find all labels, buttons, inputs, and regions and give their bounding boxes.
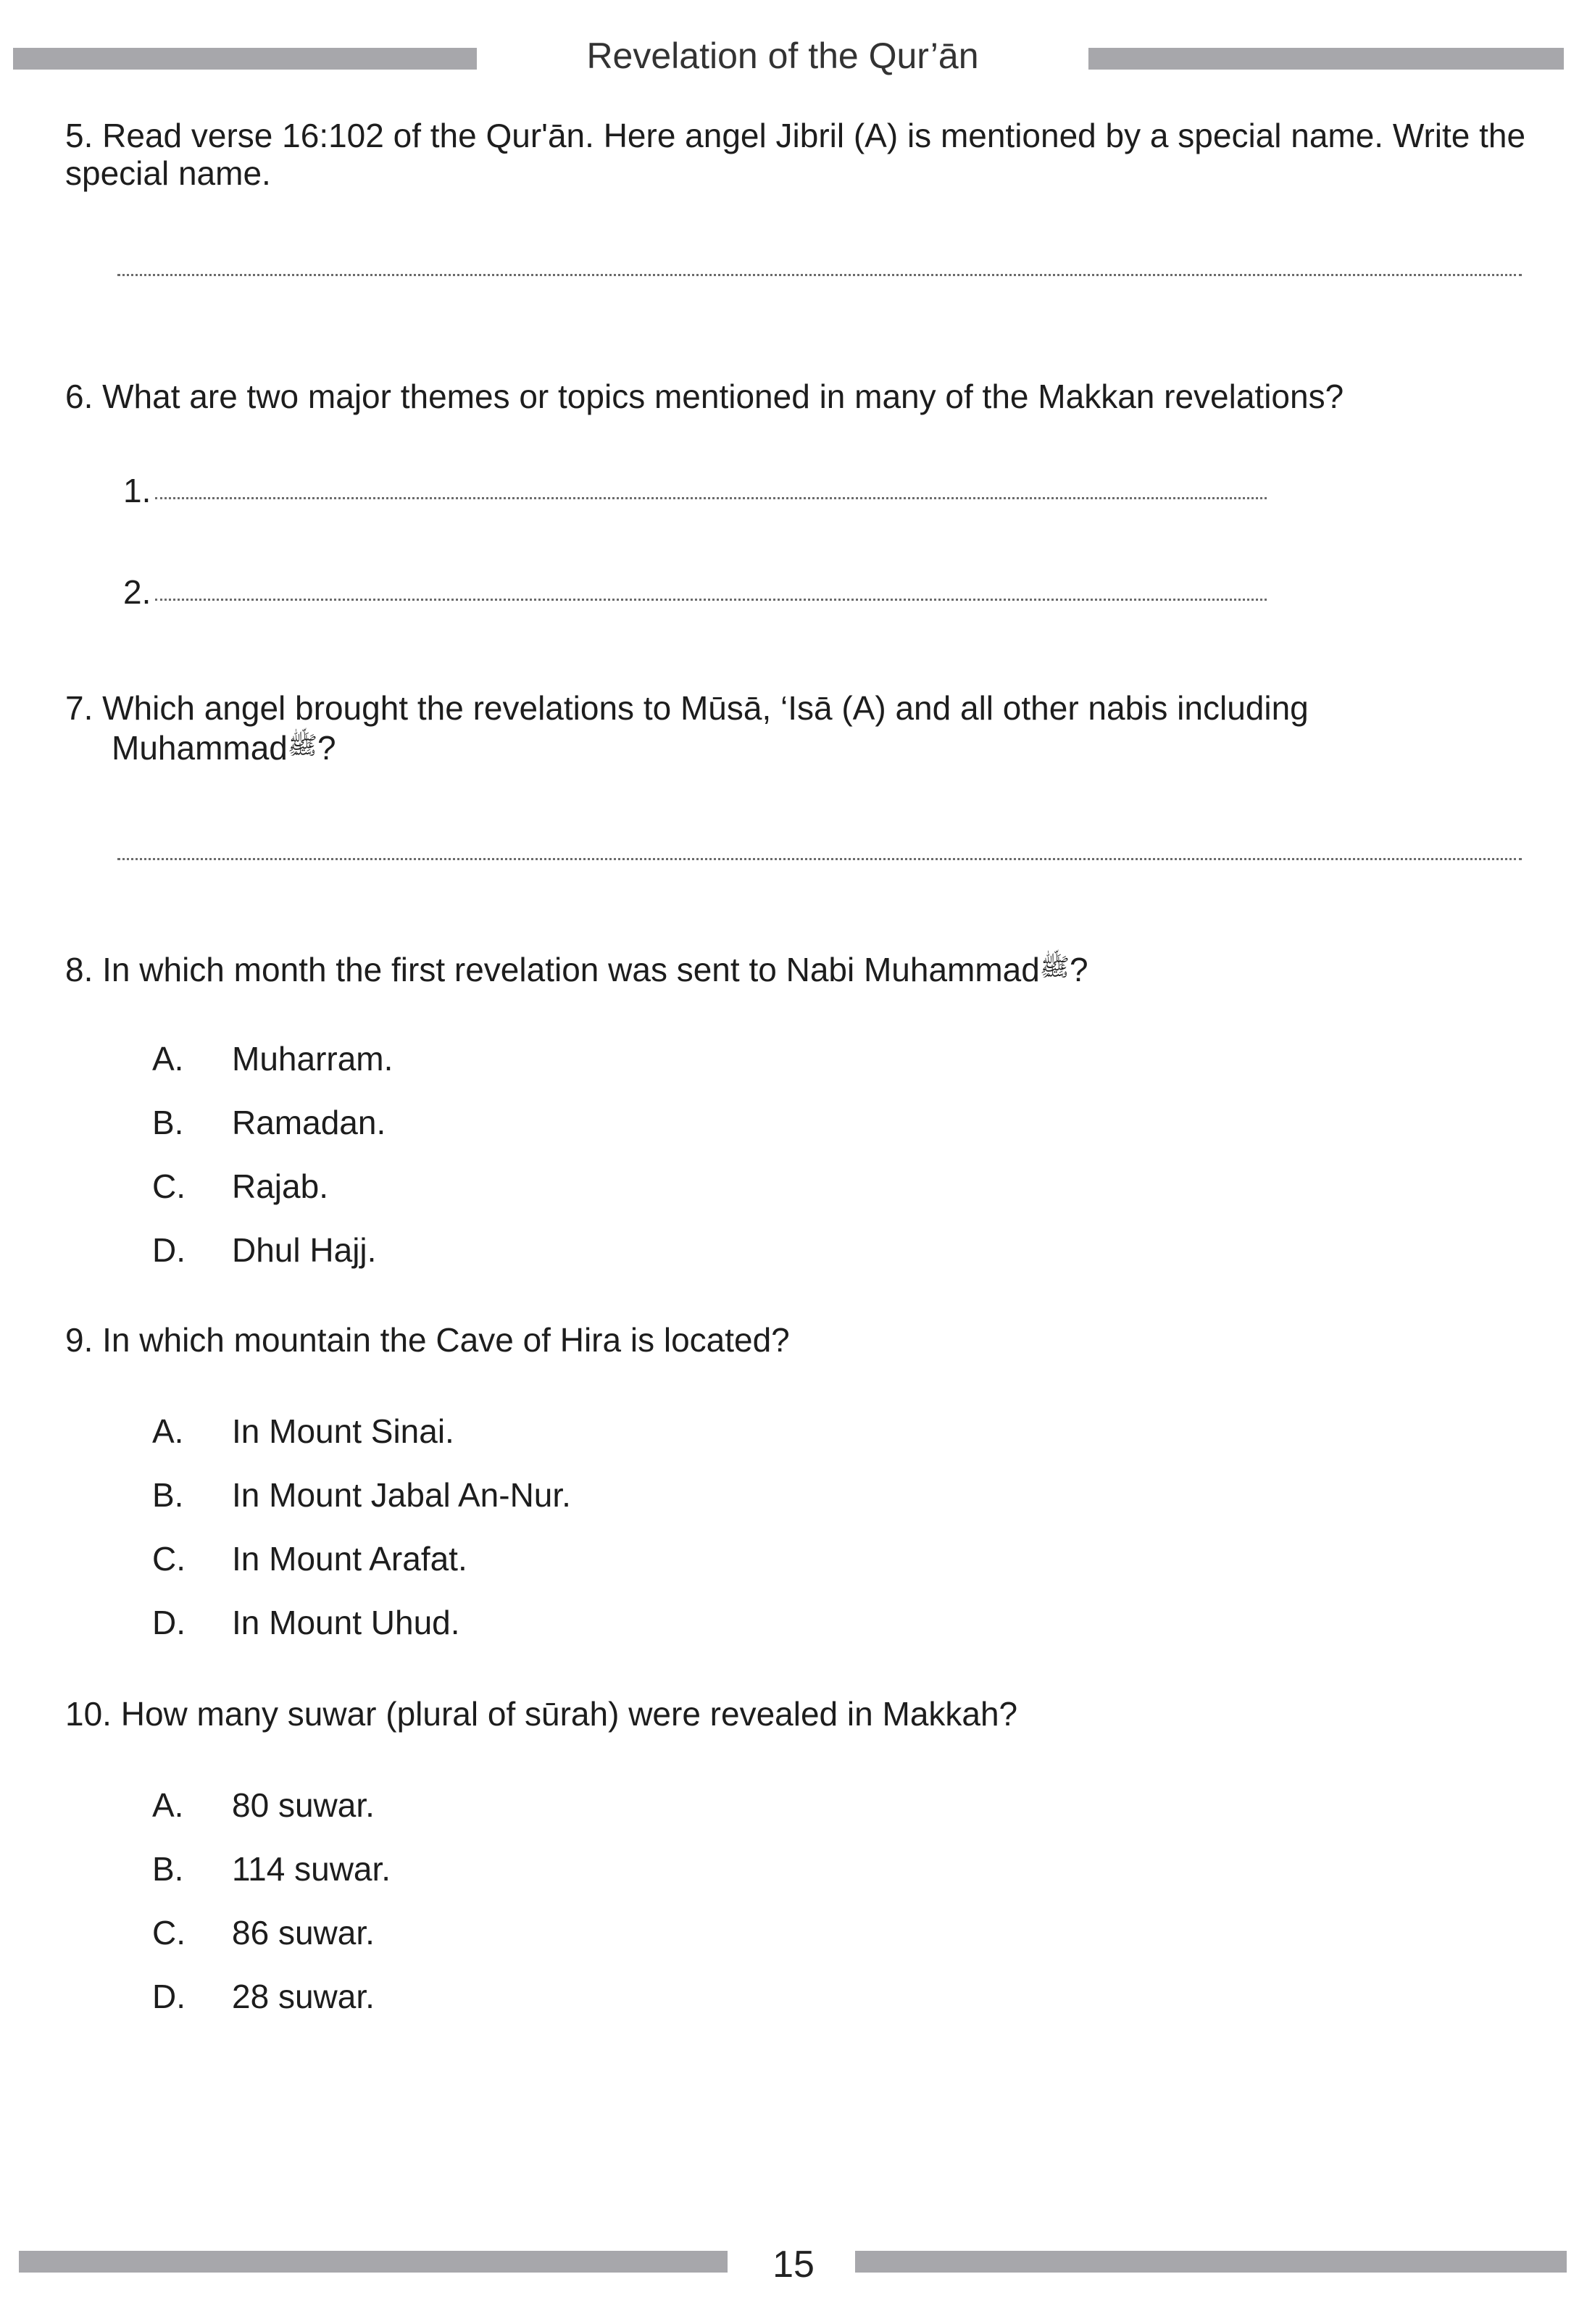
question-5-line-2: special name. bbox=[65, 154, 271, 192]
q10-option-d[interactable] bbox=[152, 1977, 804, 2016]
option-text: Dhul Hajj. bbox=[232, 1231, 377, 1269]
option-letter: B. bbox=[152, 1476, 184, 1514]
salutation-icon: ﷺ bbox=[1039, 954, 1070, 981]
q6-blank-1-label: 1. bbox=[123, 472, 151, 509]
option-text: In Mount Uhud. bbox=[232, 1604, 460, 1641]
q9-option-a[interactable] bbox=[152, 1412, 804, 1451]
option-text: Muharram. bbox=[232, 1040, 393, 1078]
q8-option-c[interactable] bbox=[152, 1167, 804, 1206]
option-letter: C. bbox=[152, 1167, 186, 1205]
option-text: 80 suwar. bbox=[232, 1786, 375, 1824]
option-text: Ramadan. bbox=[232, 1104, 386, 1141]
option-text: 114 suwar. bbox=[232, 1850, 391, 1888]
question-7-line-1: 7. Which angel brought the revelations to Mūsā, ‘Isā (A) and all other nabis including bbox=[65, 689, 1309, 727]
option-letter: A. bbox=[152, 1412, 184, 1450]
option-letter: D. bbox=[152, 1231, 186, 1269]
q10-option-a[interactable] bbox=[152, 1786, 804, 1825]
question-7-text: Muhammad bbox=[112, 729, 288, 767]
option-letter: C. bbox=[152, 1914, 186, 1952]
header-bar-right bbox=[1088, 48, 1564, 70]
header-bar-left bbox=[13, 48, 477, 70]
question-7-end: ? bbox=[317, 729, 336, 767]
header-title: Revelation of the Qur’ān bbox=[586, 36, 979, 76]
q8-option-d[interactable] bbox=[152, 1230, 804, 1270]
question-8-text: 8. In which month the first revelation was sent to Nabi Muhammad bbox=[65, 951, 1040, 988]
q8-option-b[interactable] bbox=[152, 1103, 804, 1142]
option-letter: D. bbox=[152, 1604, 186, 1641]
question-8-line-1 bbox=[65, 948, 1088, 989]
answer-line-q7[interactable] bbox=[117, 858, 1522, 860]
question-9-line-1: 9. In which mountain the Cave of Hira is located? bbox=[65, 1321, 790, 1359]
option-letter: A. bbox=[152, 1040, 184, 1078]
option-text: Rajab. bbox=[232, 1167, 328, 1205]
option-text: In Mount Sinai. bbox=[232, 1412, 454, 1450]
page-number: 15 bbox=[772, 2244, 815, 2286]
q9-option-c[interactable] bbox=[152, 1539, 804, 1578]
footer-bar-right bbox=[855, 2251, 1567, 2273]
question-5-line-1: 5. Read verse 16:102 of the Qur'ān. Here angel Jibril (A) is mentioned by a special name. Write the bbox=[65, 117, 1526, 154]
question-6-line-1: 6. What are two major themes or topics mentioned in many of the Makkan revelations? bbox=[65, 378, 1344, 415]
option-text: In Mount Jabal An-Nur. bbox=[232, 1476, 571, 1514]
option-letter: C. bbox=[152, 1540, 186, 1578]
option-letter: B. bbox=[152, 1104, 184, 1141]
question-7-line-2 bbox=[112, 726, 336, 767]
option-text: In Mount Arafat. bbox=[232, 1540, 467, 1578]
q10-option-b[interactable] bbox=[152, 1849, 804, 1888]
q9-option-b[interactable] bbox=[152, 1475, 804, 1515]
q9-option-d[interactable] bbox=[152, 1603, 804, 1642]
answer-line-q6-2[interactable] bbox=[155, 599, 1267, 601]
question-10-line-1: 10. How many suwar (plural of sūrah) were revealed in Makkah? bbox=[65, 1695, 1018, 1733]
option-letter: D. bbox=[152, 1978, 186, 2015]
q6-blank-2-label: 2. bbox=[123, 573, 151, 611]
q8-option-a[interactable] bbox=[152, 1039, 804, 1078]
option-text: 86 suwar. bbox=[232, 1914, 375, 1952]
q10-option-c[interactable] bbox=[152, 1913, 804, 1952]
option-text: 28 suwar. bbox=[232, 1978, 375, 2015]
salutation-icon: ﷺ bbox=[287, 732, 317, 759]
answer-line-q6-1[interactable] bbox=[155, 497, 1267, 499]
option-letter: B. bbox=[152, 1850, 184, 1888]
footer-bar-left bbox=[19, 2251, 728, 2273]
answer-line-q5[interactable] bbox=[117, 274, 1522, 276]
option-letter: A. bbox=[152, 1786, 184, 1824]
question-8-end: ? bbox=[1069, 951, 1088, 988]
